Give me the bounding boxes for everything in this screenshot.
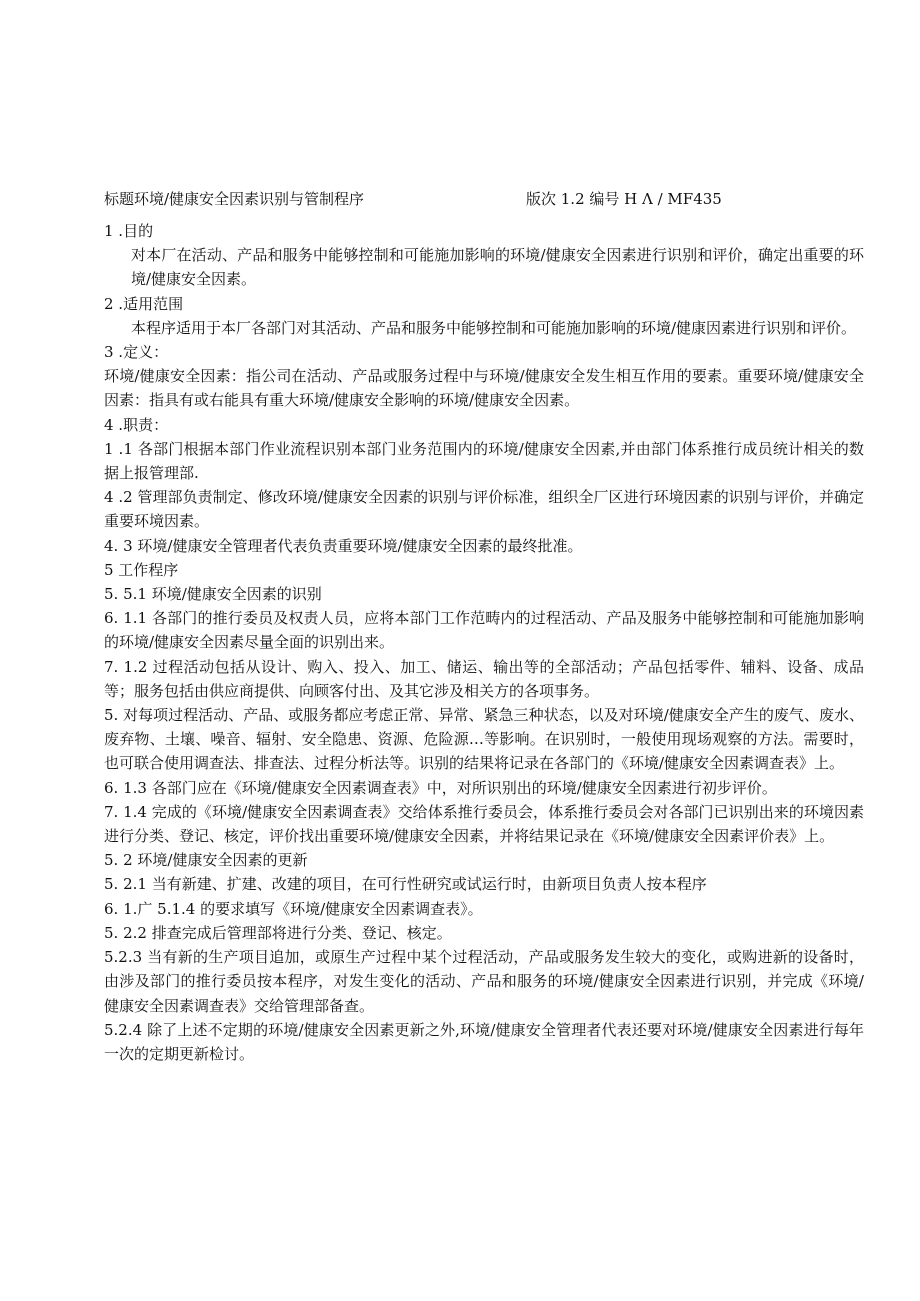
paragraph: 本程序适用于本厂各部门对其活动、产品和服务中能够控制和可能施加影响的环境/健康因素进行识别和评价。 — [131, 318, 857, 337]
paragraph: 4. 3 环境/健康安全管理者代表负责重要环境/健康安全因素的最终批准。 — [104, 536, 583, 555]
paragraph: 环境/健康安全因素：指公司在活动、产品或服务过程中与环境/健康安全发生相互作用的要素。重要环境/健康安全因素：指具有或右能具有重大环境/健康安全影响的环境/健康安全因素。 — [104, 367, 864, 410]
paragraph: 4 .2 管理部负责制定、修改环境/健康安全因素的识别与评价标准，组织全厂区进行环境因素的识别与评价，并确定重要环境因素。 — [104, 488, 864, 531]
paragraph: 5. 对每项过程活动、产品、或服务都应考虑正常、异常、紧急三种状态，以及对环境/健康安全产生的废气、废水、废弃物、土壤、噪音、辐射、安全隐患、资源、危险源…等影响。在识别时，一般使用现场观察的方法。需要时，也可联合使用调查法、排查法、过程分析法等。识别的结果将记录在各部门的《环境/健康安全因素调查表》上。 — [104, 706, 864, 773]
section-heading: 3 .定义： — [104, 343, 169, 362]
subsection-heading: 5. 5.1 环境/健康安全因素的识别 — [104, 585, 322, 604]
document-version-code: 版次 1.2 编号 H Λ / MF435 — [526, 190, 722, 208]
paragraph: 6. 1.广 5.1.4 的要求填写《环境/健康安全因素调查表》。 — [104, 899, 483, 918]
paragraph: 6. 1.3 各部门应在《环境/健康安全因素调查表》中，对所识别出的环境/健康安全因素进行初步评价。 — [104, 778, 777, 797]
paragraph: 7. 1.2 过程活动包括从设计、购入、投入、加工、储运、输出等的全部活动；产品包括零件、辅料、设备、成品等；服务包括由供应商提供、向顾客付出、及其它涉及相关方的各项事务。 — [104, 657, 864, 700]
section-heading: 4 .职责： — [104, 415, 169, 434]
paragraph: 5. 2.1 当有新建、扩建、改建的项目，在可行性研究或试运行时，由新项目负责人按本程序 — [104, 875, 707, 894]
section-heading: 1 .目的 — [104, 222, 154, 240]
section-heading: 2 .适用范围 — [104, 294, 184, 313]
paragraph: 1 .1 各部门根据本部门作业流程识别本部门业务范围内的环境/健康安全因素,并由部门体系推行成员统计相关的数据上报管理部. — [104, 439, 864, 483]
document-title: 标题环境/健康安全因素识别与管制程序 — [104, 190, 365, 208]
document-body — [104, 219, 864, 1066]
section-heading: 5 工作程序 — [104, 560, 179, 579]
paragraph: 7. 1.4 完成的《环境/健康安全因素调查表》交给体系推行委员会，体系推行委员会对各部门已识别出来的环境因素进行分类、登记、核定，评价找出重要环境/健康安全因素，并将结果记录在《环境/健康安全因素评价表》上。 — [104, 802, 864, 846]
paragraph: 5. 2.2 排查完成后管理部将进行分类、登记、核定。 — [104, 923, 452, 942]
paragraph: 对本厂在活动、产品和服务中能够控制和可能施加影响的环境/健康安全因素进行识别和评价，确定出重要的环境/健康安全因素。 — [131, 246, 864, 289]
subsection-heading: 5. 2 环境/健康安全因素的更新 — [104, 851, 308, 870]
paragraph: 5.2.4 除了上述不定期的环境/健康安全因素更新之外,环境/健康安全管理者代表还要对环境/健康安全因素进行每年一次的定期更新检讨。 — [104, 1020, 864, 1063]
paragraph: 6. 1.1 各部门的推行委员及权责人员，应将本部门工作范畴内的过程活动、产品及服务中能够控制和可能施加影响的环境/健康安全因素尽量全面的识别出来。 — [104, 609, 864, 652]
paragraph: 5.2.3 当有新的生产项目追加，或原生产过程中某个过程活动，产品或服务发生较大的变化，或购进新的设备时，由涉及部门的推行委员按本程序，对发生变化的活动、产品和服务的环境/健康安全因素进行识别，并完成《环境/健康安全因素调查表》交给管理部备查。 — [104, 948, 864, 1015]
